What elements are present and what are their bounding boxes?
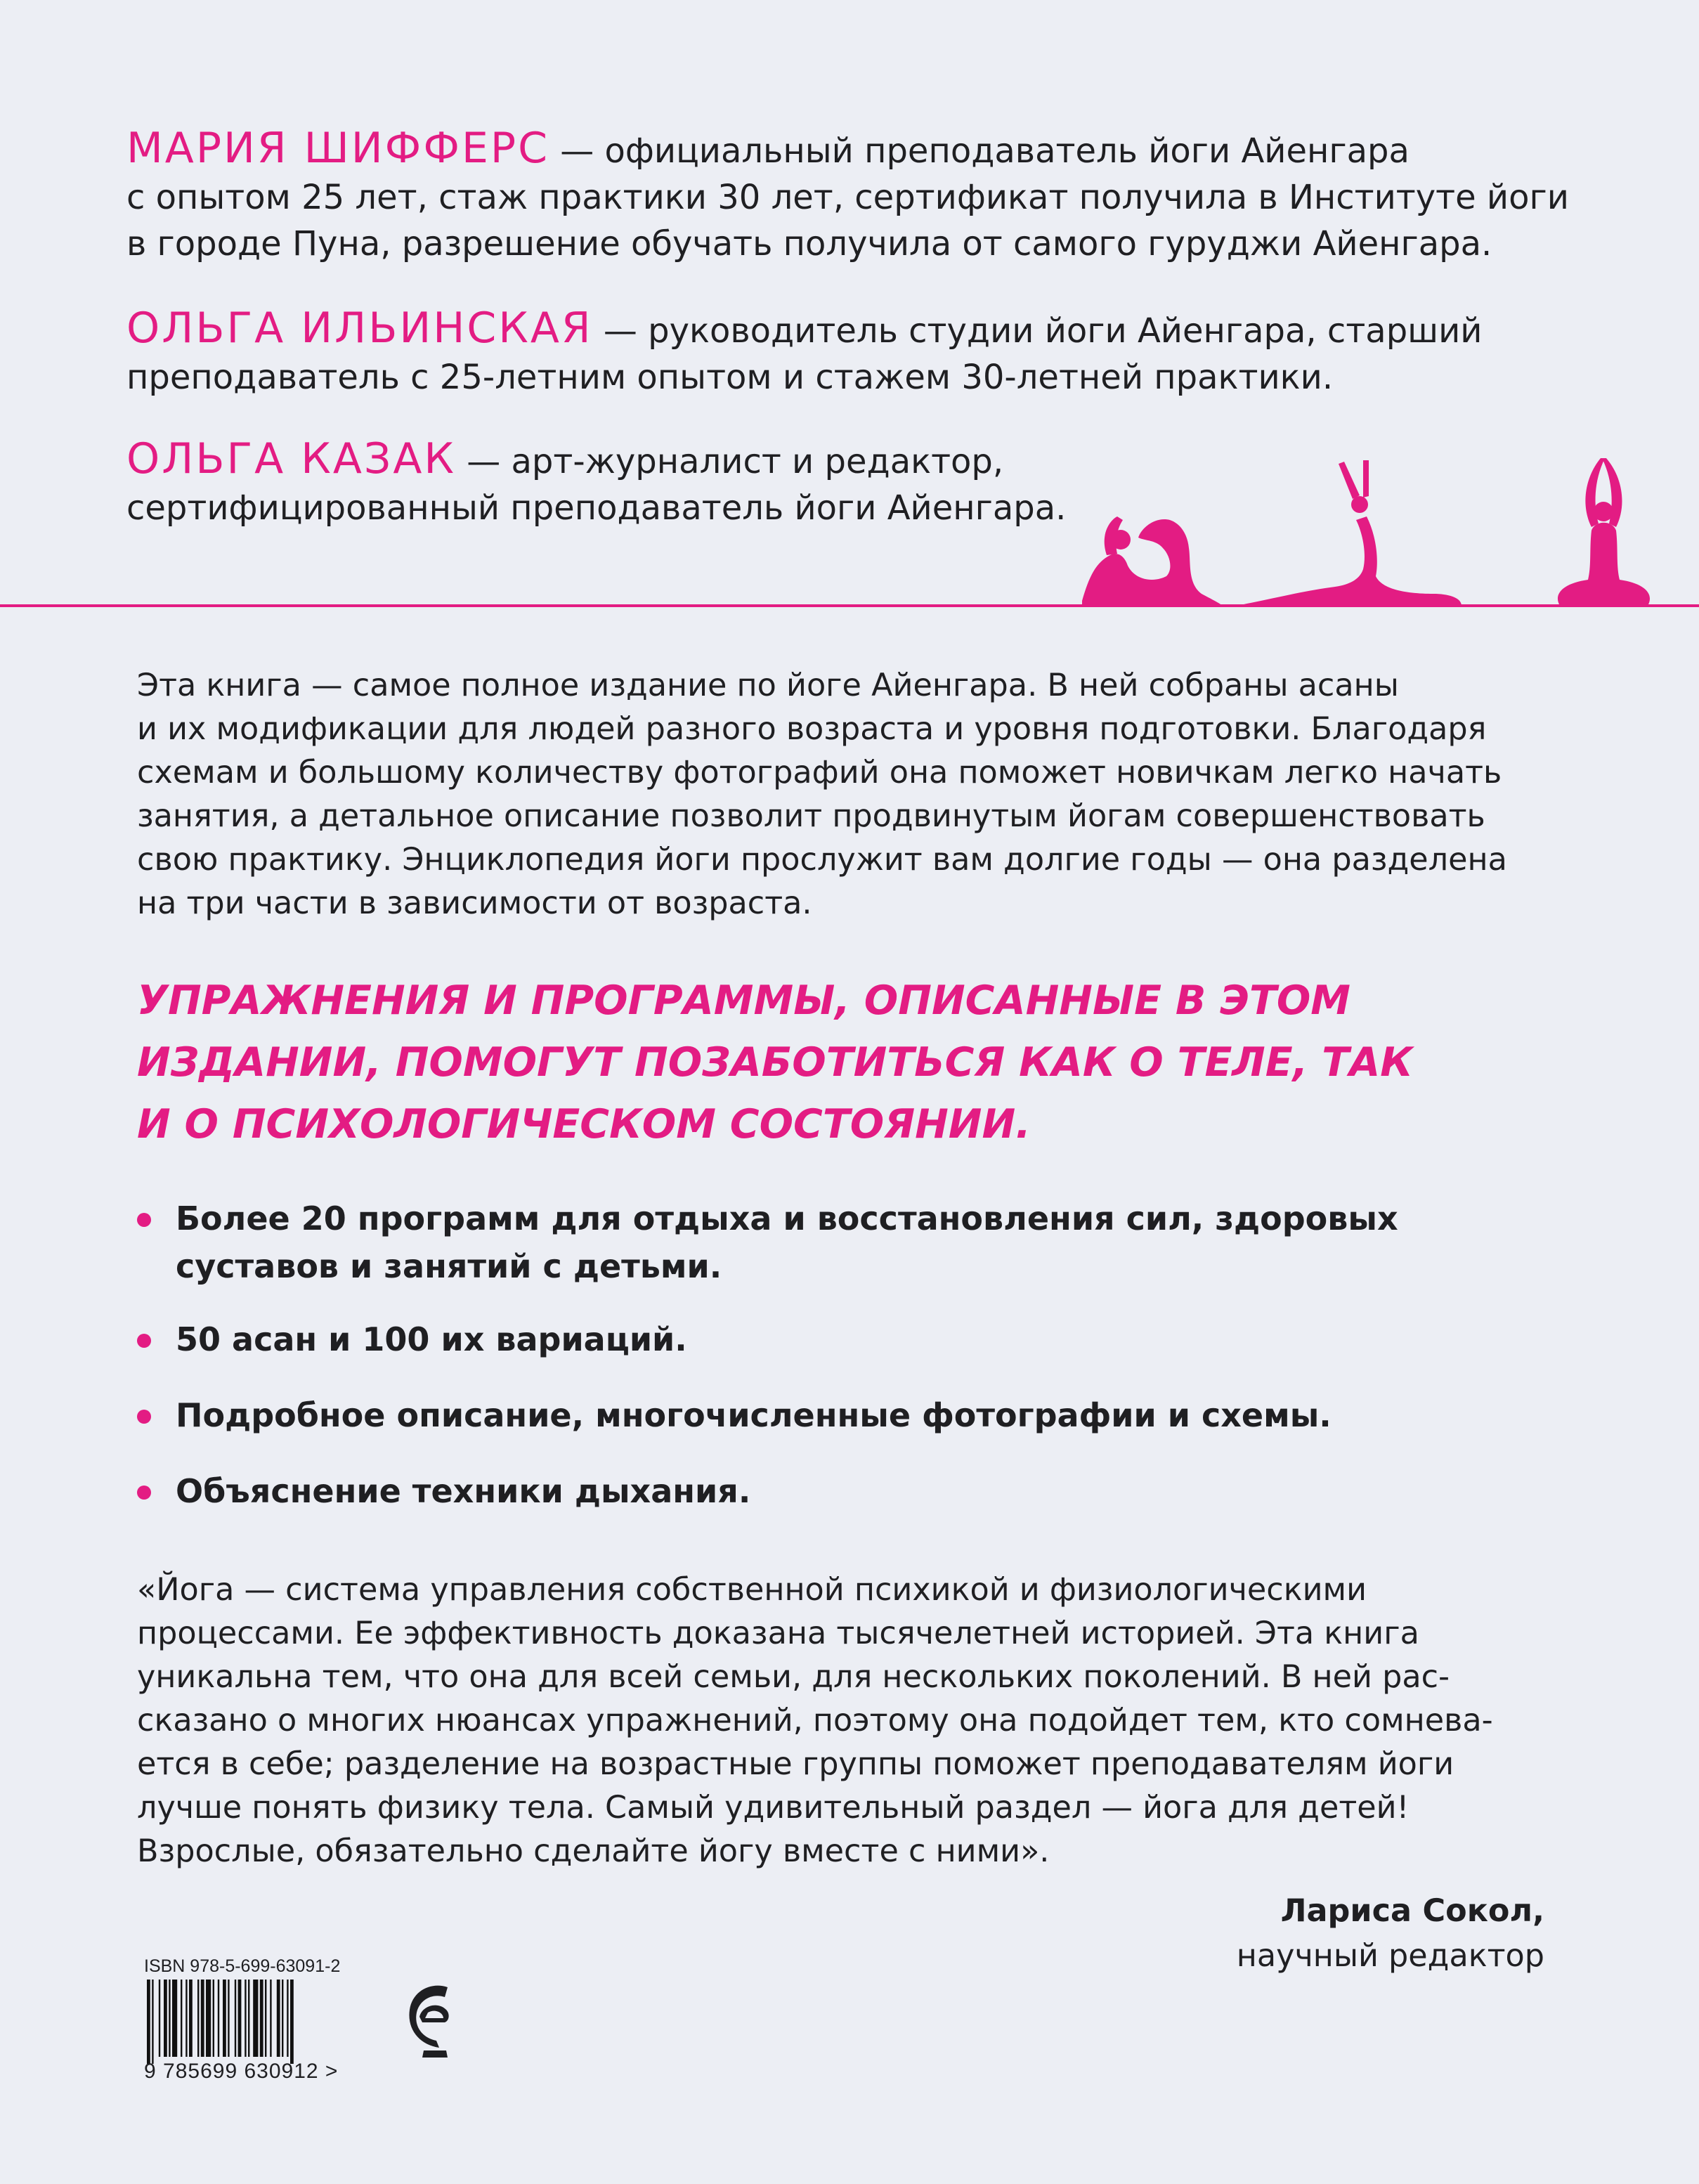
highlight-line: И О ПСИХОЛОГИЧЕСКОМ СОСТОЯНИИ.	[137, 1101, 1031, 1148]
isbn-label: ISBN 978-5-699-63091-2	[144, 1956, 341, 1976]
feature-item	[137, 1195, 1398, 1290]
yoga-pose-icon	[1558, 458, 1650, 606]
feature-text: Подробное описание, многочисленные фотографии и схемы.	[176, 1396, 1332, 1434]
author-bio-line: — руководитель студии йоги Айенгара, старший	[592, 311, 1483, 351]
quote-line: «Йога — система управления собственной психикой и физиологическими	[137, 1572, 1367, 1608]
author-bio-line: — арт-журналист и редактор,	[455, 442, 1004, 481]
yoga-figures	[1068, 450, 1686, 611]
feature-text: суставов и занятий с детьми.	[176, 1247, 722, 1285]
author-bio-line: — официальный преподаватель йоги Айенгара	[549, 131, 1410, 171]
author-bio-ilinskaya	[126, 305, 1567, 401]
highlight-tagline	[137, 970, 1613, 1155]
description-line: на три части в зависимости от возраста.	[137, 885, 812, 921]
feature-text: Более 20 программ для отдыха и восстановления сил, здоровых	[176, 1200, 1398, 1237]
feature-text: Объяснение техники дыхания.	[176, 1472, 751, 1510]
signature-role: научный редактор	[1236, 1938, 1544, 1974]
yoga-pose-icon	[1244, 460, 1462, 606]
author-name: ОЛЬГА КАЗАК	[126, 434, 456, 483]
highlight-line: УПРАЖНЕНИЯ И ПРОГРАММЫ, ОПИСАННЫЕ В ЭТОМ	[137, 977, 1351, 1024]
highlight-line: ИЗДАНИИ, ПОМОГУТ ПОЗАБОТИТЬСЯ КАК О ТЕЛЕ, ТАК	[137, 1039, 1413, 1086]
quote-line: уникальна тем, что она для всей семьи, для нескольких поколений. В ней рас-	[137, 1659, 1450, 1695]
bullet-dot-icon	[137, 1334, 151, 1348]
quote-line: ется в себе; разделение на возрастные группы поможет преподавателям йоги	[137, 1746, 1454, 1782]
barcode-digits: 9 785699 630912 >	[144, 2060, 339, 2083]
quote-line: процессами. Ее эффективность доказана тысячелетней историей. Эта книга	[137, 1616, 1419, 1651]
publisher-logo-icon	[404, 1982, 460, 2059]
isbn-barcode	[144, 1956, 383, 2084]
feature-item	[137, 1315, 687, 1363]
description-line: Эта книга — самое полное издание по йоге Айенгара. В ней собраны асаны	[137, 668, 1399, 703]
quote-line: лучше понять физику тела. Самый удивительный раздел — йога для детей!	[137, 1790, 1410, 1826]
feature-text: 50 асан и 100 их вариаций.	[176, 1320, 687, 1358]
quote-line: сказано о многих нюансах упражнений, поэтому она подойдет тем, кто сомнева-	[137, 1703, 1493, 1738]
quote-signature	[1237, 1889, 1544, 1979]
author-bio-line: преподаватель с 25-летним опытом и стажем 30-летней практики.	[126, 358, 1334, 397]
bullet-dot-icon	[137, 1213, 151, 1227]
author-name: ОЛЬГА ИЛЬИНСКАЯ	[126, 304, 593, 353]
barcode	[144, 1980, 355, 2064]
signature-name: Лариса Сокол,	[1280, 1893, 1544, 1929]
bullet-dot-icon	[137, 1486, 151, 1500]
review-quote	[137, 1568, 1599, 1873]
book-description	[137, 664, 1584, 925]
description-line: занятия, а детальное описание позволит продвинутым йогам совершенствовать	[137, 798, 1485, 834]
author-name: МАРИЯ ШИФФЕРС	[126, 124, 549, 173]
description-line: свою практику. Энциклопедия йоги прослужит вам долгие годы — она разделена	[137, 842, 1507, 878]
feature-item	[137, 1467, 750, 1515]
author-bio-line: с опытом 25 лет, стаж практики 30 лет, сертификат получила в Институте йоги	[126, 178, 1569, 217]
author-bio-line: в городе Пуна, разрешение обучать получила от самого гуруджи Айенгара.	[126, 224, 1492, 264]
description-line: схемам и большому количеству фотографий она поможет новичкам легко начать	[137, 755, 1502, 791]
bullet-dot-icon	[137, 1410, 151, 1424]
section-divider	[0, 604, 1699, 607]
yoga-pose-icon	[1082, 516, 1223, 606]
author-bio-shiffers	[126, 125, 1567, 267]
quote-line: Взрослые, обязательно сделайте йогу вместе с ними».	[137, 1833, 1050, 1869]
description-line: и их модификации для людей разного возраста и уровня подготовки. Благодаря	[137, 711, 1487, 747]
feature-item	[137, 1391, 1332, 1439]
author-bio-line: сертифицированный преподаватель йоги Айенгара.	[126, 488, 1067, 528]
